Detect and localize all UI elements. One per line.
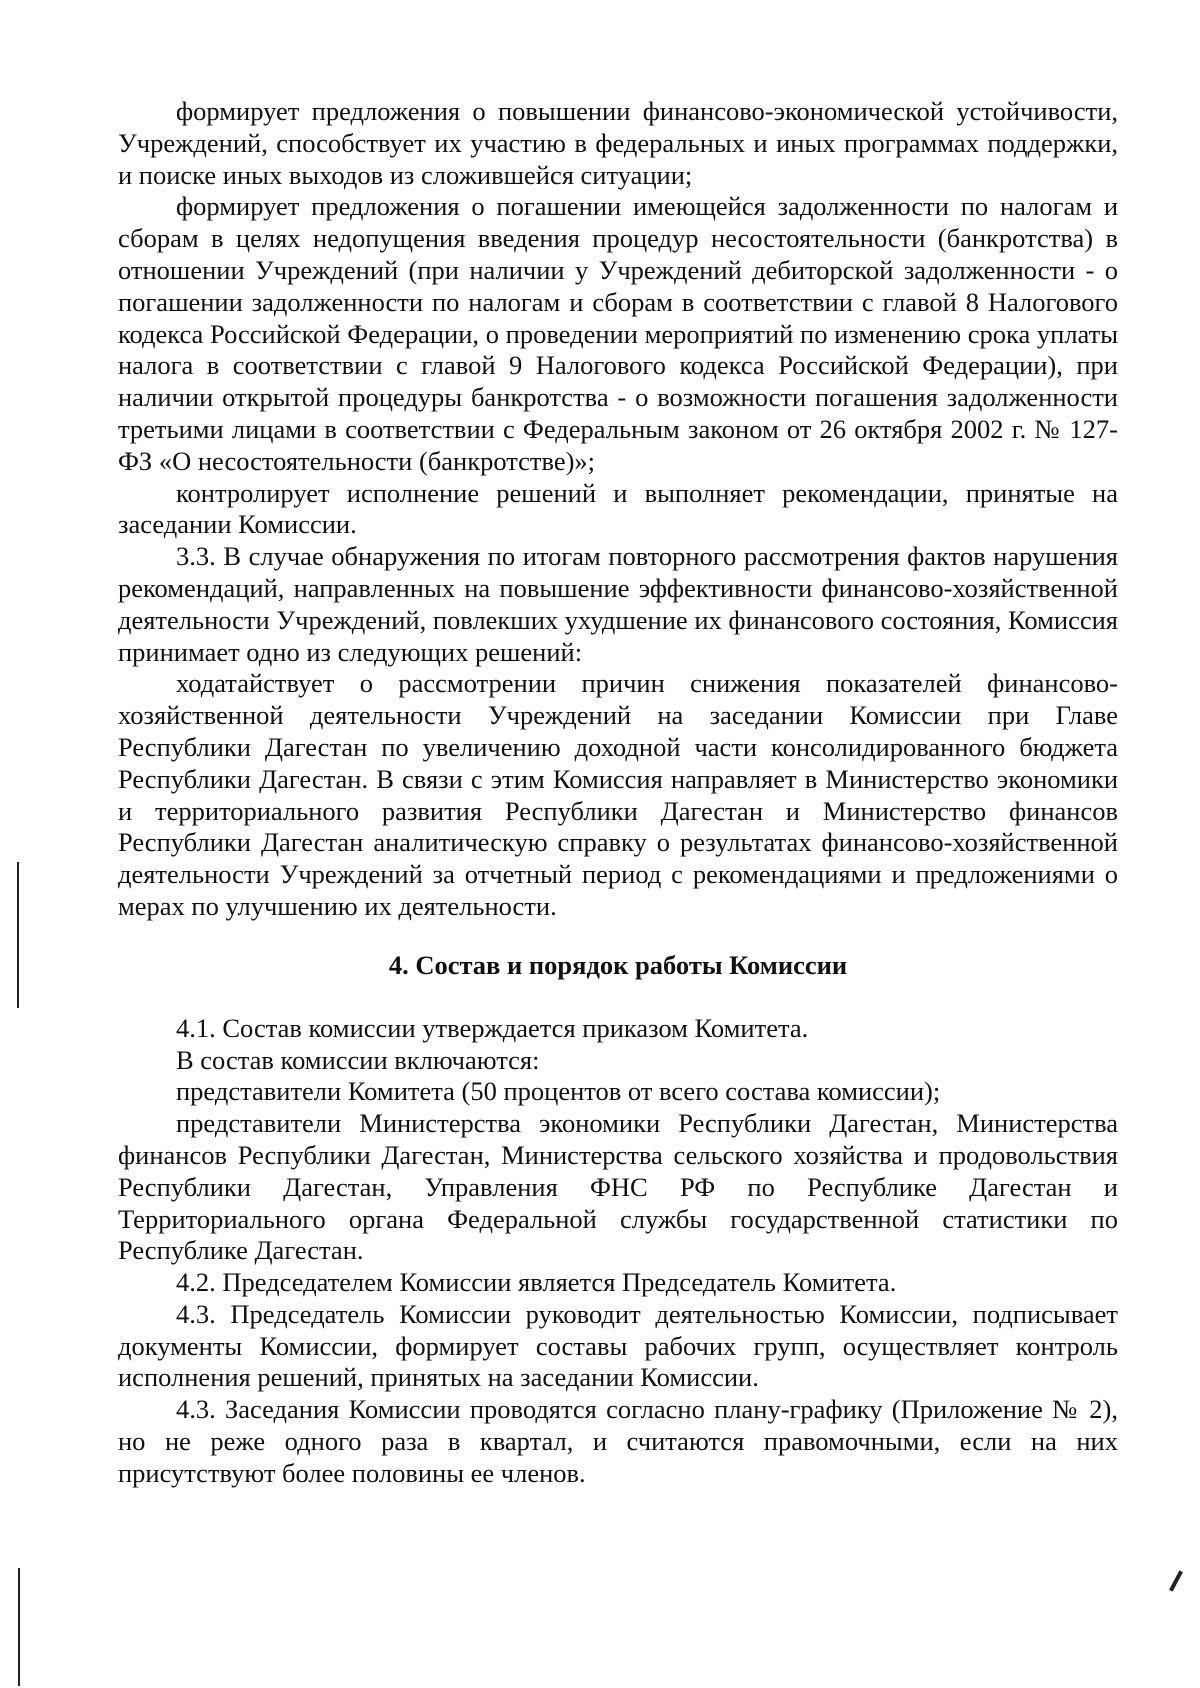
paragraph: 4.1. Состав комиссии утверждается приказом Комитета. bbox=[176, 1012, 809, 1043]
section-heading: 4. Состав и порядок работы Комиссии bbox=[388, 949, 848, 980]
paragraph: формирует предложения о погашении имеющейся задолженности по налогам и сборам в целях недопущения введения процедур несостоятельности (банкротства) в отношении Учреждений (при наличии у Учреждений дебиторской задолженности - о погашении задолженности по налогам и сборам в соответствии с главой 8 Налогового кодекса Российской Федерации, о проведении мероприятий по изменению срока уплаты налога в соответствии с главой 9 Налогового кодекса Российской Федерации), при наличии открытой процедуры банкротства - о возможности погашения задолженности третьими лицами в соответствии с Федеральным законом от 26 октября 2002 г. № 127-ФЗ «О несостоятельности (банкротстве)»; bbox=[118, 191, 1118, 476]
paragraph: формирует предложения о повышении финансово-экономической устойчивости, Учреждений, способствует их участию в федеральных и иных программах поддержки, и поиске иных выходов из сложившейся ситуации; bbox=[118, 96, 1118, 190]
paragraph: В состав комиссии включаются: bbox=[176, 1044, 540, 1075]
document-body bbox=[118, 96, 1118, 1490]
paragraph: представители Министерства экономики Республики Дагестан, Министерства финансов Республики Дагестан, Министерства сельского хозяйства и продовольствия Республики Дагестан, Управления ФНС РФ по Республике Дагестан и Территориального органа Федеральной службы государственной статистики по Республике Дагестан. bbox=[118, 1108, 1118, 1266]
paragraph: 4.2. Председателем Комиссии является Председатель Комитета. bbox=[176, 1267, 897, 1298]
scan-artifact-mark bbox=[1169, 1570, 1183, 1591]
scan-artifact-line bbox=[17, 862, 19, 1008]
paragraph: представители Комитета (50 процентов от всего состава комиссии); bbox=[176, 1076, 941, 1107]
paragraph: 4.3. Заседания Комиссии проводятся согласно плану-графику (Приложение № 2), но не реже одного раза в квартал, и считаются правомочными, если на них присутствуют более половины ее членов. bbox=[118, 1394, 1118, 1488]
paragraph: контролирует исполнение решений и выполняет рекомендации, принятые на заседании Комиссии. bbox=[118, 477, 1118, 540]
paragraph: 3.3. В случае обнаружения по итогам повторного рассмотрения фактов нарушения рекомендаций, направленных на повышение эффективности финансово-хозяйственной деятельности Учреждений, повлекших ухудшение их финансового состояния, Комиссия принимает одно из следующих решений: bbox=[118, 541, 1118, 667]
scan-artifact-line bbox=[18, 1568, 20, 1686]
paragraph: 4.3. Председатель Комиссии руководит деятельностью Комиссии, подписывает документы Комиссии, формирует составы рабочих групп, осуществляет контроль исполнения решений, принятых на заседании Комиссии. bbox=[118, 1298, 1118, 1393]
paragraph: ходатайствует о рассмотрении причин снижения показателей финансово-хозяйственной деятельности Учреждений на заседании Комиссии при Главе Республики Дагестан по увеличению доходной части консолидированного бюджета Республики Дагестан. В связи с этим Комиссия направляет в Министерство экономики и территориального развития Республики Дагестан и Министерство финансов Республики Дагестан аналитическую справку о результатах финансово-хозяйственной деятельности Учреждений за отчетный период с рекомендациями и предложениями о мерах по улучшению их деятельности. bbox=[118, 668, 1118, 921]
